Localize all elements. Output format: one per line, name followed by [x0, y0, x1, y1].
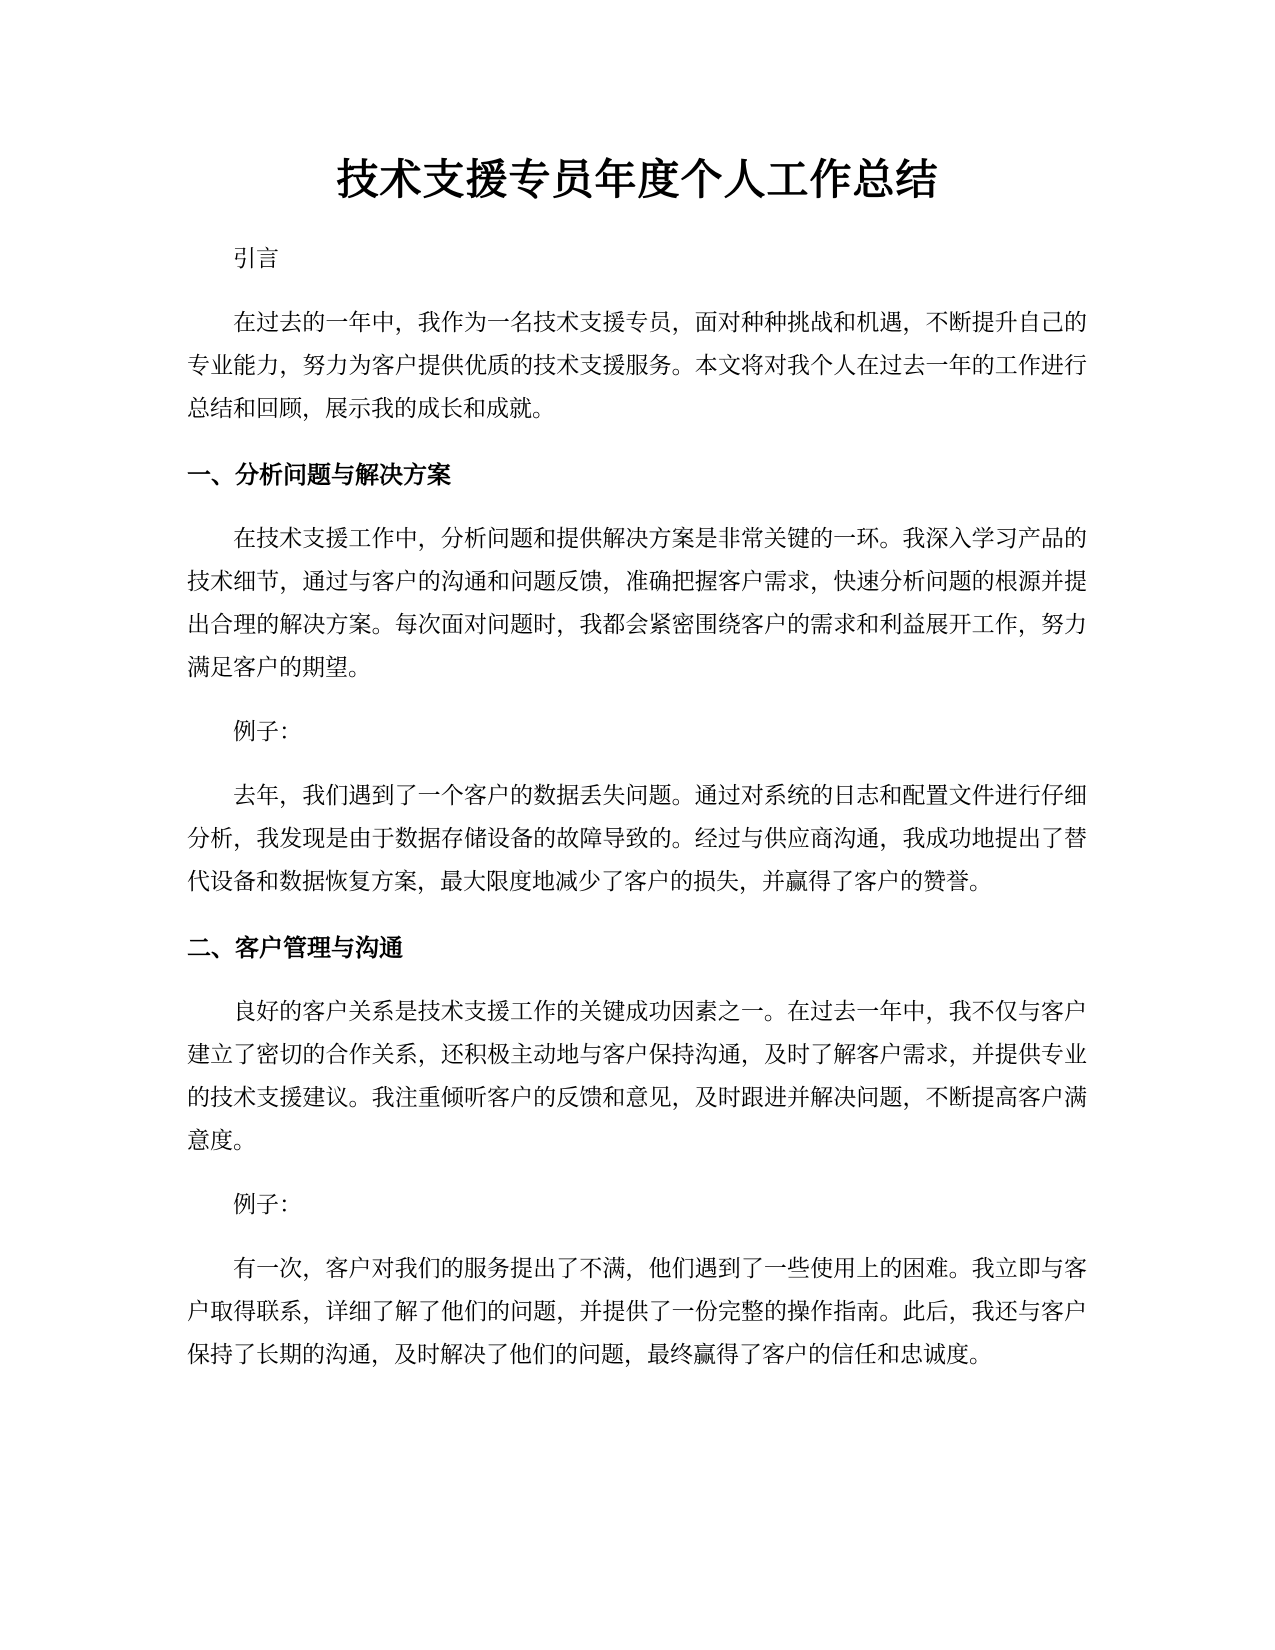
example-label: 例子：: [233, 719, 302, 745]
section-heading: 二、客户管理与沟通: [187, 934, 403, 962]
example-paragraph: 有一次，客户对我们的服务提出了不满，他们遇到了一些使用上的困难。我立即与客户取得联系，详细了解了他们的问题，并提供了一份完整的操作指南。此后，我还与客户保持了长期的沟通，及时解决了他们的问题，最终赢得了客户的信任和忠诚度。: [187, 1256, 1087, 1368]
example-label: 例子：: [233, 1192, 302, 1218]
section-paragraph: 在技术支援工作中，分析问题和提供解决方案是非常关键的一环。我深入学习产品的技术细节，通过与客户的沟通和问题反馈，准确把握客户需求，快速分析问题的根源并提出合理的解决方案。每次面对问题时，我都会紧密围绕客户的需求和利益展开工作，努力满足客户的期望。: [187, 526, 1087, 681]
section-paragraph: 良好的客户关系是技术支援工作的关键成功因素之一。在过去一年中，我不仅与客户建立了密切的合作关系，还积极主动地与客户保持沟通，及时了解客户需求，并提供专业的技术支援建议。我注重倾听客户的反馈和意见，及时跟进并解决问题，不断提高客户满意度。: [187, 999, 1087, 1154]
intro-heading: 引言: [233, 246, 279, 272]
intro-paragraph: 在过去的一年中，我作为一名技术支援专员，面对种种挑战和机遇，不断提升自己的专业能力，努力为客户提供优质的技术支援服务。本文将对我个人在过去一年的工作进行总结和回顾，展示我的成长和成就。: [187, 310, 1087, 422]
section-heading: 一、分析问题与解决方案: [187, 461, 451, 489]
document-title: 技术支援专员年度个人工作总结: [336, 155, 939, 204]
example-paragraph: 去年，我们遇到了一个客户的数据丢失问题。通过对系统的日志和配置文件进行仔细分析，我发现是由于数据存储设备的故障导致的。经过与供应商沟通，我成功地提出了替代设备和数据恢复方案，最大限度地减少了客户的损失，并赢得了客户的赞誉。: [187, 783, 1087, 895]
document-body: [187, 238, 1087, 1377]
